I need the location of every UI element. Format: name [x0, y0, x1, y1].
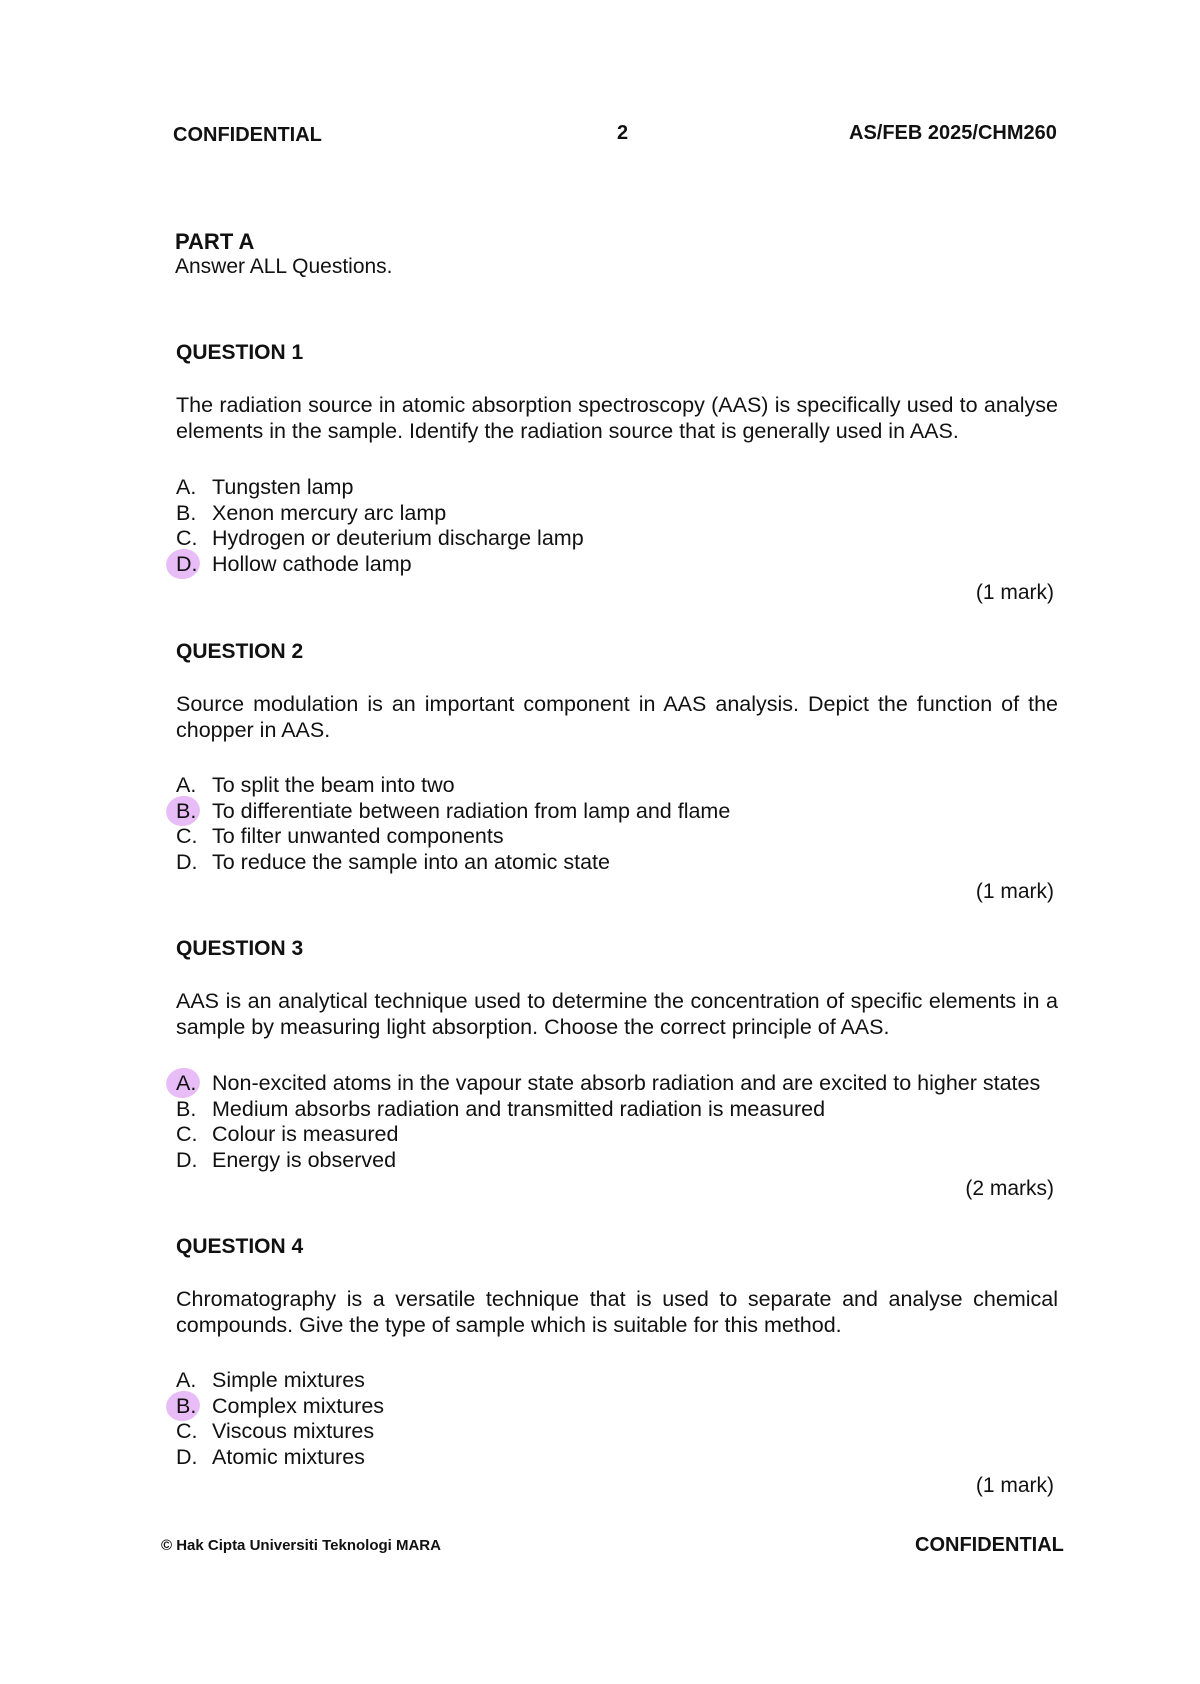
option-text: Tungsten lamp [212, 475, 354, 499]
option-letter: A. [176, 475, 197, 499]
option-d [176, 1445, 384, 1471]
question-text: The radiation source in atomic absorption spectroscopy (AAS) is specifically used to analyse elements in the sample. Identify the radiation source that is generally used in AAS. [176, 393, 1058, 443]
option-text: Medium absorbs radiation and transmitted radiation is measured [212, 1096, 826, 1121]
option-text: Energy is observed [212, 1147, 397, 1172]
question-marks: (1 mark) [975, 880, 1054, 903]
question-text: AAS is an analytical technique used to determine the concentration of specific elements in a sample by measuring light absorption. Choose the correct principle of AAS. [176, 989, 1058, 1039]
option-letter: A. [176, 773, 197, 797]
question-text: Source modulation is an important component in AAS analysis. Depict the function of the chopper in AAS. [176, 692, 1058, 742]
option-text: Hydrogen or deuterium discharge lamp [212, 526, 584, 551]
option-letter: C. [176, 526, 198, 551]
option-c [176, 824, 730, 850]
option-letter: A. [176, 1368, 197, 1392]
option-a-highlighted [176, 1071, 1040, 1097]
question-text: Chromatography is a versatile technique that is used to separate and analyse chemical compounds. Give the type of sample which is suitable for this method. [176, 1287, 1058, 1337]
option-a [176, 475, 584, 501]
option-b-highlighted [176, 799, 730, 825]
option-letter: C. [176, 824, 198, 849]
option-b-highlighted [176, 1394, 384, 1420]
option-text: Colour is measured [212, 1122, 399, 1147]
options-list [176, 773, 730, 875]
option-letter: D. [176, 849, 198, 874]
option-letter: C. [176, 1122, 198, 1147]
option-c [176, 526, 584, 552]
option-letter: A. [176, 1071, 212, 1097]
option-letter: D. [176, 1147, 198, 1172]
option-text: Complex mixtures [212, 1393, 385, 1418]
option-text: To differentiate between radiation from lamp and flame [212, 798, 731, 823]
part-title: PART A [175, 229, 255, 254]
option-letter: D. [176, 1444, 198, 1469]
header-confidential: CONFIDENTIAL [173, 124, 322, 146]
option-text: To filter unwanted components [212, 824, 504, 849]
option-text: To split the beam into two [212, 773, 455, 797]
option-a [176, 1368, 384, 1394]
option-text: Hollow cathode lamp [212, 551, 412, 576]
options-list [176, 1071, 1040, 1173]
option-a [176, 773, 730, 799]
footer-confidential: CONFIDENTIAL [915, 1534, 1064, 1556]
option-letter: C. [176, 1419, 198, 1444]
options-list [176, 475, 584, 577]
option-d [176, 1148, 1040, 1174]
option-text: Atomic mixtures [212, 1444, 365, 1469]
option-letter: B. [176, 1394, 212, 1420]
question-marks: (2 marks) [965, 1177, 1054, 1200]
question-title: QUESTION 4 [176, 1235, 304, 1258]
option-letter: B. [176, 500, 197, 525]
part-instruction: Answer ALL Questions. [175, 255, 393, 278]
option-text: Xenon mercury arc lamp [212, 500, 447, 525]
options-list [176, 1368, 384, 1470]
paper-code: AS/FEB 2025/CHM260 [849, 122, 1057, 144]
option-d-highlighted [176, 552, 584, 578]
option-d [176, 850, 730, 876]
option-text: Viscous mixtures [212, 1419, 375, 1444]
question-marks: (1 mark) [975, 581, 1054, 604]
option-c [176, 1122, 1040, 1148]
footer-copyright: © Hak Cipta Universiti Teknologi MARA [161, 1537, 441, 1554]
option-text: To reduce the sample into an atomic state [212, 849, 610, 874]
option-letter: B. [176, 799, 212, 825]
option-b [176, 1097, 1040, 1123]
question-title: QUESTION 3 [176, 937, 304, 960]
option-text: Non-excited atoms in the vapour state absorb radiation and are excited to higher states [212, 1071, 1041, 1095]
question-marks: (1 mark) [975, 1474, 1054, 1497]
option-text: Simple mixtures [212, 1368, 365, 1392]
option-letter: B. [176, 1096, 197, 1121]
option-letter: D. [176, 552, 212, 578]
page-number: 2 [617, 122, 629, 144]
question-title: QUESTION 1 [176, 341, 304, 364]
option-b [176, 501, 584, 527]
option-c [176, 1419, 384, 1445]
question-title: QUESTION 2 [176, 640, 304, 663]
